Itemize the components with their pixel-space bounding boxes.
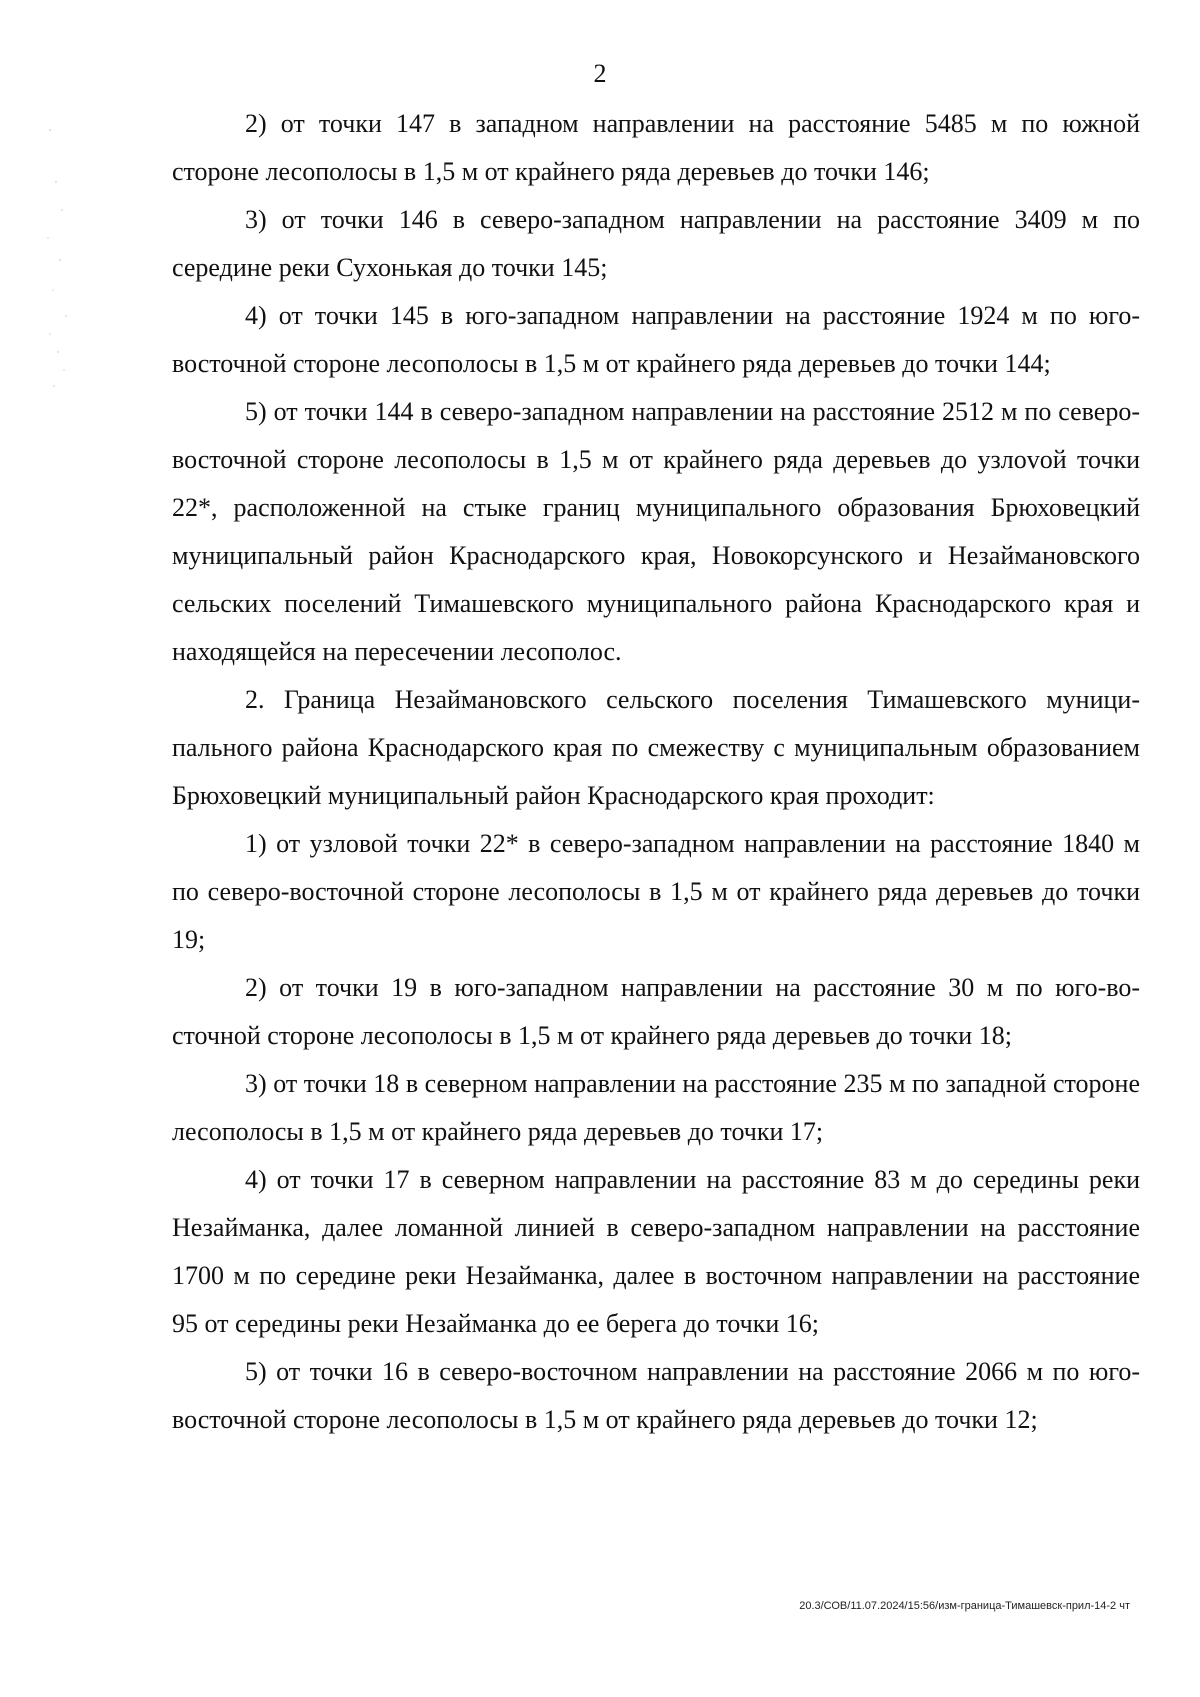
paragraph: 3) от точки 146 в северо-западном направлении на расстояние 3409 м по середине реки Сухонькая до точки 145; bbox=[172, 205, 1140, 282]
paragraph: 3) от точки 18 в северном направлении на расстояние 235 м по западной стороне лесополосы в 1,5 м от крайнего ряда деревьев до точки 17; bbox=[172, 1069, 1140, 1146]
paragraph: 2) от точки 147 в западном направлении на расстояние 5485 м по южной стороне лесополосы в 1,5 м от крайнего ряда деревьев до точки 146; bbox=[172, 109, 1140, 186]
paragraph: 5) от точки 144 в северо-западном направлении на расстояние 2512 м по северо-восточной стороне лесополосы в 1,5 м от крайнего ряда деревьев до узлоvой точки 22*, расположенной на стыке границ муниципального образования Брюховецкий муниципальный район Краснодарского края, Новокорсунского и Незаймановского сельских поселений Тимашевского муниципального района Краснодарского края и находящейся на пересечении лесополос. bbox=[172, 397, 1140, 666]
paragraph: 1) от узловой точки 22* в северо-западном направлении на расстояние 1840 м по северо-восточной стороне лесополосы в 1,5 м от крайнего ряда деревьев до точки 19; bbox=[172, 829, 1140, 954]
document-body bbox=[172, 100, 1140, 1444]
paragraph: 2. Граница Незаймановского сельского поселения Тимашевского муниципального района Краснодарского края по смежеству с муниципальным образованием Брюховецкий муниципальный район Краснодарского края проходит: bbox=[172, 685, 1140, 810]
document-footer-code: 20.3/СОВ/11.07.2024/15:56/изм-граница-Тимашевск-прил-14-2 чт bbox=[799, 1600, 1130, 1612]
scan-noise bbox=[20, 120, 90, 400]
paragraph: 2) от точки 19 в юго-западном направлении на расстояние 30 м по юго-восточной стороне лесополосы в 1,5 м от крайнего ряда деревьев до точки 18; bbox=[172, 973, 1140, 1050]
paragraph: 4) от точки 145 в юго-западном направлении на расстояние 1924 м по юго-восточной стороне лесополосы в 1,5 м от крайнего ряда деревьев до точки 144; bbox=[172, 301, 1140, 378]
paragraph: 5) от точки 16 в северо-восточном направлении на расстояние 2066 м по юго-восточной стороне лесополосы в 1,5 м от крайнего ряда деревьев до точки 12; bbox=[172, 1357, 1140, 1434]
paragraph: 4) от точки 17 в северном направлении на расстояние 83 м до середины реки Незайманка, далее ломанной линией в северо-западном направлении на расстояние 1700 м по середине реки Незайманка, далее в восточном направлении на расстояние 95 от середины реки Незайманка до ее берега до точки 16; bbox=[172, 1165, 1140, 1338]
page-number: 2 bbox=[593, 59, 607, 88]
